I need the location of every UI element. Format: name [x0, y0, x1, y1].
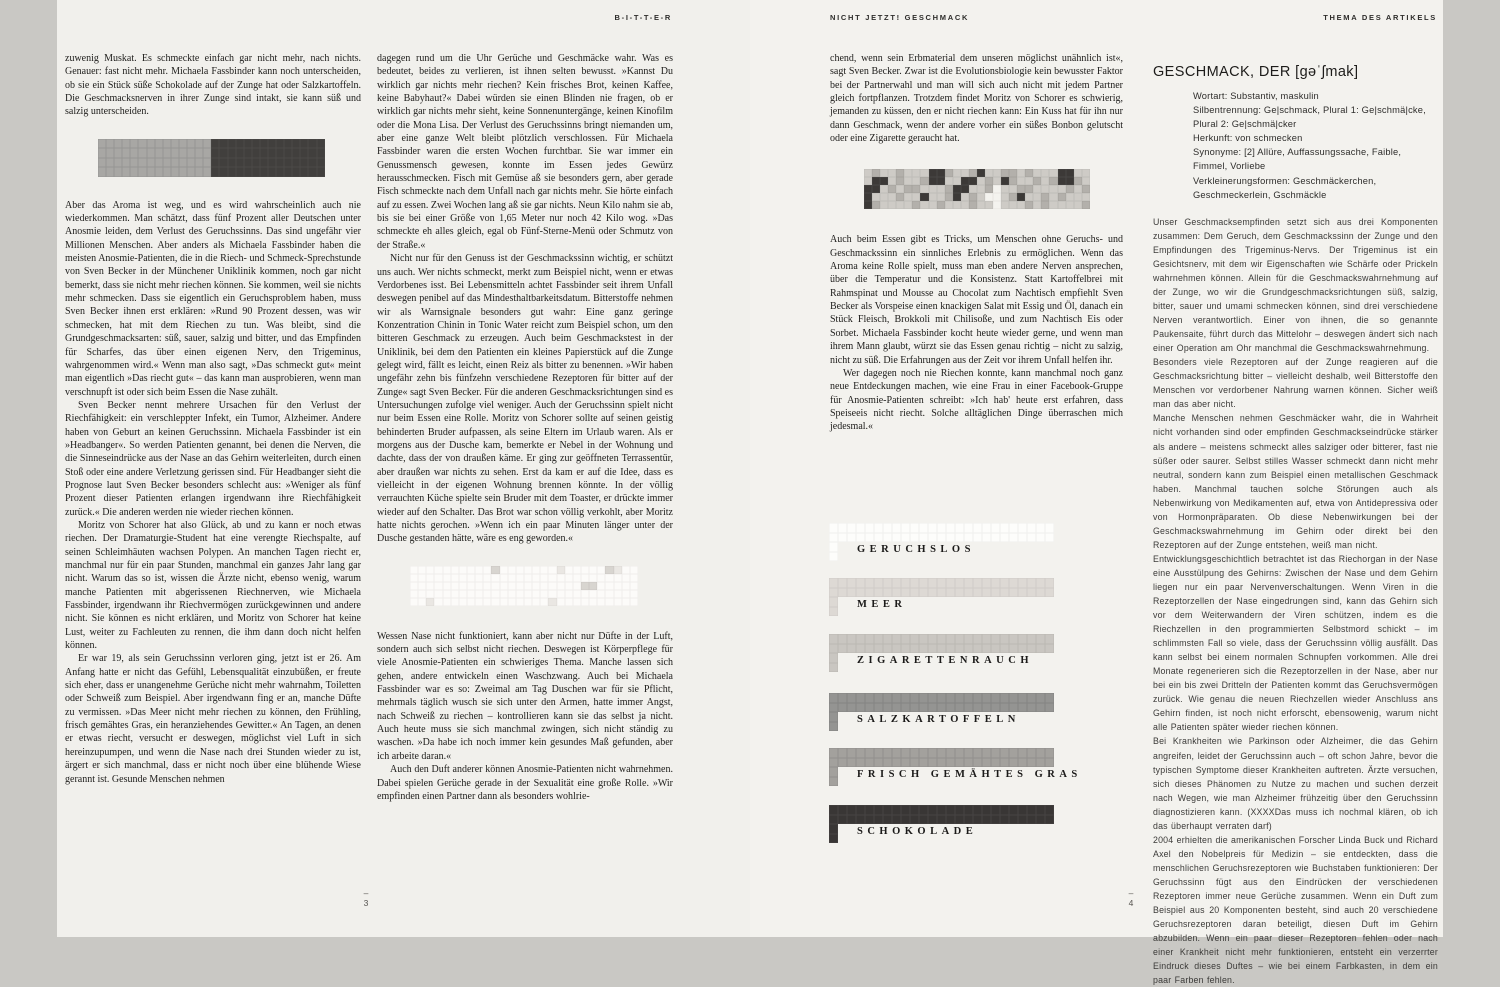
scale-item-zigarettenrauch	[829, 634, 1069, 674]
paragraph: Manche Menschen nehmen Geschmäcker wahr, die in Wahrheit nicht vorhanden sind oder empfinden Geschmackseindrücke stärker als andere – meistens schmeckt alles salziger oder bitterer, fast nie süßer oder saurer. Selbst stilles Wasser schmeckt dann nicht mehr neutral, sondern kann zum Beispiel einen metallischen Geschmack haben. Manchmal tauchen solche Störungen auch als Nebenwirkung von Medikamenten auf, etwa von Antidepressiva oder von Hormonpräparaten. Ob diese Nebenwirkungen bei der Geschmackswahrnehmung im Gehirn oder direkt bei den Rezeptoren auf der Zunge entstehen, weiß man nicht.	[1153, 413, 1438, 550]
scale-bar	[829, 578, 1069, 616]
page-number-left	[354, 889, 378, 908]
scale-item-schokolade	[829, 805, 1069, 845]
paragraph: Wessen Nase nicht funktioniert, kann aber nicht nur Düfte in der Luft, sondern auch sich selbst nicht riechen. Deswegen ist Körperpflege für viele Anosmie-Patienten ein schwieriges Thema. Manche lassen sich gehen, andere entwickeln einen Waschzwang. Auch bei Michaela Fassbinder war es so: Zweimal am Tag Duschen war für sie Pflicht, mehrmals täglich wusch sie sich unter den Armen, hatte immer Angst, nach Schweiß zu riechen – kontrollieren kann sie das selbst ja nicht. Auch heute muss sie sich manchmal zwingen, sich nicht ständig zu waschen. »Da habe ich noch immer kein gesundes Maß gefunden, aber ich arbeite daran.«	[377, 630, 673, 762]
glossary-headword: GESCHMACK, DER [ɡəˈʃmak]	[1153, 64, 1359, 80]
glossary-column	[1153, 64, 1438, 987]
article-column-2	[377, 52, 673, 803]
pixel-grid	[98, 139, 361, 177]
paragraph: Besonders viele Rezeptoren auf der Zunge reagieren auf die Geschmacksrichtung bitter – vielleicht deshalb, weil Bitterstoffe den Menschen vor verdorbener Nahrung warnen können. Sicher weiß man das aber nicht.	[1153, 357, 1438, 410]
paragraph: Auch den Duft anderer können Anosmie-Patienten nicht wahrnehmen. Dabei spielen Gerüche gerade in der Sexualität eine große Rolle. »Wir empfinden einen Partner dann als besonders wohlrie-	[377, 764, 673, 802]
page-number-right	[1119, 889, 1143, 908]
masthead-section-left: B-I-T-T-E-R	[614, 13, 672, 22]
scale-label: ZIGARETTENRAUCH	[857, 655, 1034, 666]
article-column-1	[65, 52, 361, 786]
scale-label: GERUCHSLOS	[857, 544, 975, 555]
scale-label: FRISCH GEMÄHTES GRAS	[857, 769, 1082, 780]
pixel-mosaic-taste-split-graphic	[98, 139, 361, 177]
scale-bar	[829, 748, 1069, 786]
paragraph: Bei Krankheiten wie Parkinson oder Alzheimer, die das Gehirn angreifen, leidet der Geruchssinn auch – oft schon Jahre, bevor die typischen Symptome dieser Krankheiten auftreten. Ärzte versuchen, sich dieses Phänomen zu Nutze zu machen und suchen derzeit nach Wegen, wie man Alzheimer frühzeitig über den Geruchssinn diagnostizieren kann. (XXXXDas muss ich nochmal klären, ob ich das überhaupt verraten darf)	[1153, 736, 1438, 831]
pixel-grid	[864, 169, 1123, 209]
pixel-grid	[410, 566, 673, 606]
pixel-mosaic-mixed-smells-graphic	[864, 169, 1123, 209]
paragraph: Er war 19, als sein Geruchssinn verloren ging, jetzt ist er 26. Am Anfang hatte er nicht das Gefühl, Lebensqualität einzubüßen, er freute sich eher, dass er unangenehme Gerüche nicht mehr wahrnahm, Toiletten oder Schweiß zum Beispiel. Aber irgendwann fing er an, manche Düfte zu vermissen. »Das Meer nicht mehr riechen zu können, den Frühling, frisch gemähtes Gras, ein heranziehendes Gewitter.« An Tagen, an denen er etwas riecht, versucht er deswegen, möglichst viel Luft in sich hereinzupumpen, und wenn die Nase nach drei Stunden wieder zu ist, ärgert er sich manchmal, dass er nicht noch über eine blühende Wiese gerannt ist. Gesunde Menschen nehmen	[65, 653, 361, 785]
paragraph: Nicht nur für den Genuss ist der Geschmackssinn wichtig, er schützt uns auch. Wer nichts schmeckt, merkt zum Beispiel nicht, wenn er etwas Verdorbenes isst. Bei Lebensmitteln achtet Fassbinder seit ihrem Unfall deswegen penibel auf das Mindesthaltbarkeitsdatum. Bitterstoffe nehmen wir als Warnsignale besonders gut wahr: Eine ganz geringe Konzentration Chinin in Tonic Water reicht zum Beispiel schon, um den bitteren Geschmack zu erzeugen. Auch beim Geschmackstest in der Uniklinik, bei dem den Patienten ein kleines Papierstück auf die Zunge gelegt wird, fällt es leicht, einen Reiz als bitter zu benennen. »Wir haben ungefähr zehn bis fünfzehn verschiedene Rezeptoren für bitter auf der Zunge« sagt Sven Becker. Für die anderen Geschmacksrichtungen sind es Untersuchungen zufolge viel weniger. Auch der Geruchssinn spielt nicht nur beim Essen eine Rolle. Moritz von Schorer sollte auf seinen geistig behinderten Bruder aufpassen, als seine Eltern im Urlaub waren. Als er morgens aus der Dusche kam, bemerkte er Nebel in der Wohnung und dachte, dass der von draußen käme. Er ging zur geöffneten Terrassentür, aber draußen war nichts zu sehen. Erst da kam er auf die Idee, dass es vielleicht in der eigenen Wohnung brennen könnte. In der völlig verrauchten Küche spielte sein Bruder mit dem Toaster, er drückte immer wieder auf den Schalter. Das Brot war schon völlig verkohlt, aber Moritz hatte nichts gerochen. »Wenn ich ein paar Minuten länger unter der Dusche gestanden hätte, wäre es eng geworden.«	[377, 253, 673, 545]
scale-item-salzkartoffeln	[829, 693, 1069, 733]
masthead-title-center: NICHT JETZT! GESCHMACK	[830, 13, 970, 22]
glossary-entry-silbentrennung: Silbentrennung: Ge|schmack, Plural 1: Ge|schmä|cke, Plural 2: Ge|schmä|cker	[1193, 105, 1426, 130]
scale-item-frisch-gemaehtes-gras	[829, 748, 1082, 788]
paragraph: zuwenig Muskat. Es schmeckte einfach gar nicht mehr, nach nichts. Genauer: fast nicht mehr. Michaela Fassbinder kann noch unterscheiden, ob sie ein Stück süße Schokolade auf der Zunge hat oder Salzkartoffeln. Die Geschmacksnerven in ihrer Zunge sind intakt, sie kann süß und salzig unterscheiden.	[65, 53, 361, 118]
glossary-body	[1153, 215, 1438, 987]
scale-bar	[829, 523, 1069, 561]
article-column-3	[830, 52, 1123, 434]
glossary-entries	[1193, 89, 1438, 202]
scale-bar	[829, 634, 1069, 672]
scale-label: SCHOKOLADE	[857, 826, 978, 837]
glossary-entry-herkunft: Herkunft: von schmecken	[1193, 133, 1303, 144]
paragraph: Entwicklungsgeschichtlich betrachtet ist das Riechorgan in der Nase eine Ausstülpung des Gehirns: Zwischen der Nase und dem Gehirn liegen nur ein paar Nervenverschaltungen. Wenn Viren in die Rezeptorzellen der Nase eingedrungen sind, kann das Gehirn sich vor dem Weiterwandern der Viren schützen, indem es die Riechzellen in den programmierten Selbstmord schickt – im schlimmsten Fall so viele, dass der Geruchssinn völlig ausfällt. Das kann selbst bei einem normalen Schnupfen vorkommen. Alle drei Monate regenerieren sich die Rezeptorzellen in der Nase, aber nur bei ein bis zwei Dritteln der Patienten kommt das Geruchsvermögen zurück. Wie genau die neuen Riechzellen wieder Anschluss ans Gehirn finden, ist noch nicht erforscht, ebensowenig, warum nicht alle Patienten später wieder riechen können.	[1153, 553, 1438, 733]
page-number-mark: –	[363, 888, 369, 898]
paragraph: Wer dagegen noch nie Riechen konnte, kann manchmal noch ganz neue Entdeckungen machen, wie eine Frau in einer Facebook-Gruppe für Anosmie-Patienten schreibt: »Ich hab' heute erst erfahren, dass Speiseeis nicht riecht. Solche alltäglichen Dinge überraschen mich jedesmal.«	[830, 367, 1123, 433]
scale-item-meer	[829, 578, 1069, 618]
paragraph: 2004 erhielten die amerikanischen Forscher Linda Buck und Richard Axel den Nobelpreis für Medizin – sie entdeckten, dass die menschlichen Geruchsrezeptoren wie Buchstaben funktionieren: Der Geruchssinn fügt aus den Eindrücken der verschiedenen Rezeptoren immer neue Gerüche zusammen. Wenn ein Duft zum Beispiel aus 20 Komponenten besteht, sind auch 20 verschiedene Geruchsrezeptoren daran beteiligt, diesen Duft im Gehirn abzubilden. Wenn ein paar dieser Rezeptoren fehlen oder nach einer Krankheit nicht mehr funktionieren, entsteht ein verzerrter Eindruck dieses Duftes – wie bei einem Farbkasten, in dem ein paar Farben fehlen.	[1153, 834, 1438, 986]
scale-bar	[829, 693, 1069, 731]
glossary-entry-verkleinerungsformen: Verkleinerungsformen: Geschmäckerchen, Geschmeckerlein, Gschmäckle	[1193, 175, 1377, 200]
glossary-entry-wortart: Wortart: Substantiv, maskulin	[1193, 91, 1319, 101]
pixel-mosaic-faint-smells-graphic	[410, 566, 673, 606]
page-number-value: 4	[1128, 897, 1134, 908]
paragraph: Auch beim Essen gibt es Tricks, um Menschen ohne Geruchs- und Geschmackssinn ein sinnliches Erlebnis zu ermöglichen. Wenn das Aroma keine Rolle spielt, muss man eben andere Nerven ansprechen, über die Temperatur und die Konsistenz. Statt Kartoffelbrei mit Rahmspinat und Mousse au Chocolat zum Nachtisch empfiehlt Sven Becker als Vorspeise einen knackigen Salat mit Essig und Öl, danach ein Stück Fleisch, Brokkoli mit Chilisoße, und zum Nachtisch Eis oder Sorbet. Michaela Fassbinder kocht heute wieder gerne, und wenn man ihrem Mann glaubt, würzt sie das Essen genau richtig – nicht zu salzig, nicht zu süß. Die Erfahrungen aus der Zeit vor ihrem Unfall helfen ihr.	[830, 234, 1123, 366]
page-number-value: 3	[363, 897, 369, 908]
scale-bar	[829, 805, 1069, 843]
scale-label: SALZKARTOFFELN	[857, 714, 1020, 725]
glossary-entry-synonyme: Synonyme: [2] Allüre, Auffassungssache, Faible, Fimmel, Vorliebe	[1193, 147, 1402, 172]
paragraph: Aber das Aroma ist weg, und es wird wahrscheinlich auch nie wiederkommen. Man schätzt, dass fünf Prozent aller Deutschen unter Anosmie leiden, dem Verlust des Geruchssinns. Das sind ungefähr vier Millionen Menschen. Aber anders als Michaela Fassbinder haben die meisten Anosmie-Patienten, die in die Riech- und Schmeck-Sprechstunde von Sven Becker in der Münchener Uniklinik kommen, noch gar nicht bemerkt, dass sie nicht mehr riechen können. Sie kommen, weil sie nichts mehr schmecken. Dass sie eigentlich ein Geruchsproblem haben, muss Sven Becker ihnen erst erklären: »Rund 90 Prozent dessen, was wir schmecken, hat mit dem Riechen zu tun. Was bleibt, sind die Grundgeschmacksarten: süß, sauer, salzig und bitter, und das Empfinden für Scharfes, das über einen eigenen Nerv, den Trigeminus, wahrgenommen wird.« Wenn man also sagt, »Das schmeckt gut« meint man eigentlich »Das riecht gut« – das kann man ausprobieren, wenn man verschnupft ist oder sich beim Essen die Nase zuhält.	[65, 199, 361, 398]
masthead-section-right: THEMA DES ARTIKELS	[1323, 13, 1437, 22]
paragraph: Sven Becker nennt mehrere Ursachen für den Verlust der Riechfähigkeit: ein verschleppter Infekt, ein Tumor, Alzheimer. Andere haben von Geburt an keinen Geruchssinn. Michaela Fassbinder ist ein »Headbanger«. So werden Patienten genannt, bei denen die Nerven, die die Sinneseindrücke aus der Nase an das Gehirn weiterleiten, durch einen Stoß oder eine andere Verletzung gerissen sind. Für Headbanger sieht die Prognose laut Sven Becker besonders schlecht aus: »Weniger als fünf Prozent dieser Patienten erlangen irgendwann ihre Riechfähigkeit zurück.« Die anderen werden nie wieder riechen können.	[65, 399, 361, 518]
scale-label: MEER	[857, 599, 907, 610]
paragraph: chend, wenn sein Erbmaterial dem unseren möglichst unähnlich ist«, sagt Sven Becker. Zwar ist die Evolutionsbiologie kein bewusster Faktor bei der Partnerwahl und man will sich auch nicht mit jedem Partner gleich fortpflanzen. Trotzdem findet Moritz von Schorer es schwierig, jemanden zu küssen, den er nicht riechen kann: Ein Kuss hat für ihn nur dann Geschmack, wenn der andere vorher ein süßes Bonbon gelutscht oder eine Zigarette geraucht hat.	[830, 53, 1123, 145]
paragraph: dagegen rund um die Uhr Gerüche und Geschmäcke wahr. Was es bedeutet, beides zu verlieren, ist ihnen selten bewusst. »Kannst Du wirklich gar nichts mehr riechen? Kein frisches Brot, keinen Kaffee, keine Babyhaut?« Dabei würden sie einen Blinden nie fragen, ob er wirklich gar nichts mehr sieht, keine Sonnenuntergänge, keinen Kinofilm oder die Mona Lisa. Der Verlust des Geruchssinns bringt niemanden um, aber eine ganze Welt bleibt plötzlich verschlossen. Für Michaela Fassbinder waren die ersten Wochen furchtbar. Sie war immer ein Genussmensch gewesen, konnte im Essen jedes Gewürz herausschmecken. Fisch mit Gemüse aß sie besonders gern, aber gerade Fisch schmeckte nach dem Unfall nach gar nichts mehr. Sie hörte einfach auf zu essen. Zwei Wochen lang aß sie gar nichts. Neun Kilo nahm sie ab, bis sie bei einer Größe von 1,65 Meter nur noch 42 Kilo wog. »Das schmeckte eh alles gleich, egal ob Fünf-Sterne-Menü oder Schmutz von der Straße.«	[377, 53, 673, 251]
paragraph: Unser Geschmacksempfinden setzt sich aus drei Komponenten zusammen: Dem Geruch, dem Geschmackssinn der Zunge und den Empfindungen des Trigeminus-Nervs. Der Trigeminus ist ein Gesichtsnerv, mit dem wir Eigenschaften wie Schärfe oder Prickeln wahrnehmen können. Allein für die Geschmackswahrnehmung auf der Zunge, wo wir die Grundgeschmacksrichtungen süß, salzig, bitter, sauer und umami schmecken können, sind drei verschiedene Nerven verantwortlich. Einer von ihnen, die so genannte Paukensaite, führt durch das Mittelohr – deswegen ändert sich nach einer Operation am Ohr manchmal die Geschmackswahrnehmung.	[1153, 216, 1438, 354]
paragraph: Moritz von Schorer hat also Glück, ab und zu kann er noch etwas riechen. Der Dramaturgie-Student hat eine verengte Riechspalte, auf seinen Schleimhäuten wachsen Polypen. An manchen Tagen riecht er, manchmal nur für ein paar Stunden, manchmal ein ganzes Jahr lang gar nicht. Warum das so ist, wissen die Ärzte nicht, ebenso wenig, warum manche Patienten mit abgerissenen Riechnerven, wie Michaela Fassbinder, irgendwann ihr Riechvermögen zurückgewinnen und andere nicht. Sie können es nicht erklären, und Moritz von Schorer hat keine Lust, weiter zu Fachleuten zu rennen, die ihm dann doch nicht helfen können.	[65, 519, 361, 652]
page-number-mark: –	[1128, 888, 1134, 898]
scale-item-geruchslos	[829, 523, 1069, 563]
